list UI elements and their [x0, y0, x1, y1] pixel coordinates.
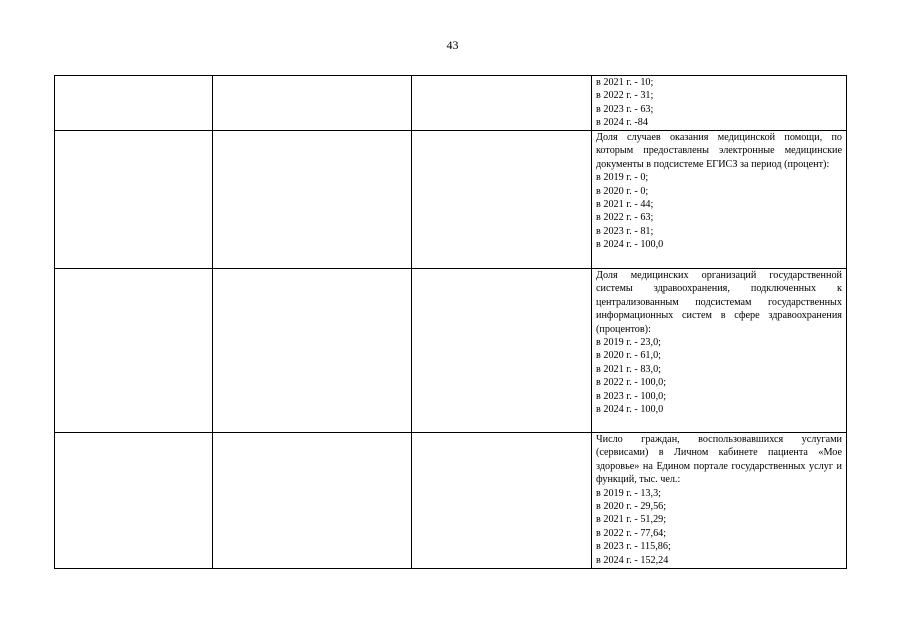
year-value-line: в 2020 г. - 61,0;: [596, 350, 661, 362]
table-cell-empty: [55, 269, 213, 433]
indicators-table: [54, 75, 847, 569]
indicator-description: Доля случаев оказания медицинской помощи, по которым предоставлены электронные медицинские документы в подсистеме ЕГИСЗ за период (процент):: [596, 132, 842, 170]
year-value-line: в 2023 г. - 81;: [596, 225, 654, 237]
table-row: [55, 269, 847, 433]
table-cell-empty: [213, 131, 412, 269]
year-value-line: в 2024 г. - 100,0: [596, 404, 664, 416]
indicator-cell: [592, 76, 847, 131]
year-value-line: в 2022 г. - 31;: [596, 90, 654, 102]
year-value-line: в 2023 г. - 100,0;: [596, 390, 667, 402]
year-value-line: в 2021 г. - 51,29;: [596, 514, 667, 526]
indicator-description: Доля медицинских организаций государственной системы здравоохранения, подключенных к централизованным подсистемам государственных информационных систем в сфере здравоохранения (процентов):: [596, 270, 842, 335]
table-cell-empty: [412, 76, 592, 131]
table-cell-empty: [213, 269, 412, 433]
year-value-line: в 2021 г. - 10;: [596, 77, 654, 88]
table-cell-empty: [412, 433, 592, 569]
year-value-line: в 2024 г. - 152,24: [596, 554, 669, 566]
table-cell-empty: [213, 76, 412, 131]
indicator-cell: [592, 433, 847, 569]
year-value-line: в 2021 г. - 83,0;: [596, 363, 661, 375]
indicator-description: Число граждан, воспользовавшихся услугами (сервисами) в Личном кабинете пациента «Мое здоровье» на Едином портале государственных услуг и функций, тыс. чел.:: [596, 434, 842, 486]
year-value-line: в 2019 г. - 23,0;: [596, 337, 661, 349]
year-value-line: в 2023 г. - 63;: [596, 103, 654, 115]
table-cell-empty: [55, 433, 213, 569]
table-cell-empty: [55, 131, 213, 269]
page-number: 43: [446, 38, 459, 52]
indicator-cell: [592, 131, 847, 269]
table-row: [55, 433, 847, 569]
year-value-line: в 2022 г. - 63;: [596, 212, 654, 224]
year-value-line: в 2020 г. - 29,56;: [596, 501, 667, 513]
year-value-line: в 2024 г. -84: [596, 117, 648, 129]
year-value-line: в 2022 г. - 100,0;: [596, 377, 667, 389]
year-value-line: в 2019 г. - 13,3;: [596, 487, 661, 499]
table-row: [55, 131, 847, 269]
table-row: [55, 76, 847, 131]
year-value-line: в 2019 г. - 0;: [596, 172, 649, 184]
indicator-cell: [592, 269, 847, 433]
table-cell-empty: [412, 269, 592, 433]
year-value-line: в 2022 г. - 77,64;: [596, 527, 667, 539]
table-cell-empty: [55, 76, 213, 131]
table-cell-empty: [213, 433, 412, 569]
year-value-line: в 2024 г. - 100,0: [596, 239, 664, 251]
year-value-line: в 2021 г. - 44;: [596, 199, 654, 211]
table-cell-empty: [412, 131, 592, 269]
year-value-line: в 2020 г. - 0;: [596, 185, 649, 197]
year-value-line: в 2023 г. - 115,86;: [596, 541, 671, 553]
